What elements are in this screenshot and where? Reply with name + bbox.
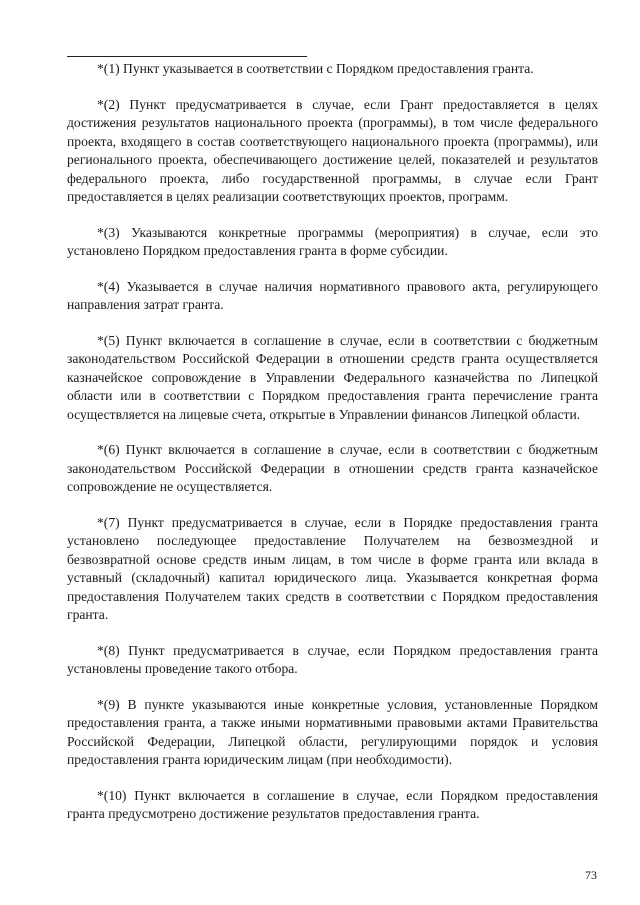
- footnote-1: *(1) Пункт указывается в соответствии с Порядком предоставления гранта.: [97, 61, 534, 76]
- footnote-7: *(7) Пункт предусматривается в случае, если в Порядке предоставления гранта установлено последующее предоставление Получателем на безвозмездной и безвозвратной основе средств иным лицам, в том числе в форме гранта или вклада в уставный (складочный) капитал юридического лица. Указывается конкретная форма предоставления Получателем таких средств в соответствии с Порядком предоставления гранта.: [67, 514, 598, 622]
- footnote-3: *(3) Указываются конкретные программы (мероприятия) в случае, если это установлено Порядком предоставления гранта в форме субсидии.: [67, 224, 598, 258]
- footnote-10: *(10) Пункт включается в соглашение в случае, если Порядком предоставления гранта предусмотрено достижение результатов предоставления гранта.: [67, 787, 598, 821]
- footnote-8: *(8) Пункт предусматривается в случае, если Порядком предоставления гранта установлены проведение такого отбора.: [67, 642, 598, 676]
- footnote-6: *(6) Пункт включается в соглашение в случае, если в соответствии с бюджетным законодательством Российской Федерации в отношении средств гранта казначейское сопровождение не осуществляется.: [67, 442, 598, 494]
- footnote-separator: [67, 56, 307, 57]
- footnotes: [67, 60, 598, 841]
- footnote-2: *(2) Пункт предусматривается в случае, если Грант предоставляется в целях достижения результатов национального проекта (программы), в том числе федерального проекта, входящего в состав соответствующего национального проекта (программы), или регионального проекта, обеспечивающего достижение целей, показателей и результатов федерального проекта, либо государственной программы, в случае если Грант предоставляется в целях реализации соответствующих проектов, программ.: [67, 96, 598, 204]
- footnote-4: *(4) Указывается в случае наличия нормативного правового акта, регулирующего направления затрат гранта.: [67, 278, 598, 312]
- footnote-5: *(5) Пункт включается в соглашение в случае, если в соответствии с бюджетным законодательством Российской Федерации в отношении средств гранта осуществляется казначейское сопровождение в Управлении Федерального казначейства по Липецкой области или в соответствии с Порядком предоставления гранта перечисление гранта осуществляется на лицевые счета, открытые в Управлении финансов Липецкой области.: [67, 332, 598, 422]
- footnote-9: *(9) В пункте указываются иные конкретные условия, установленные Порядком предоставления гранта, а также иными нормативными правовыми актами Правительства Российской Федерации, Липецкой области, регулирующими порядок и условия предоставления гранта юридическим лицам (при необходимости).: [67, 696, 598, 767]
- page-number: 73: [585, 868, 597, 882]
